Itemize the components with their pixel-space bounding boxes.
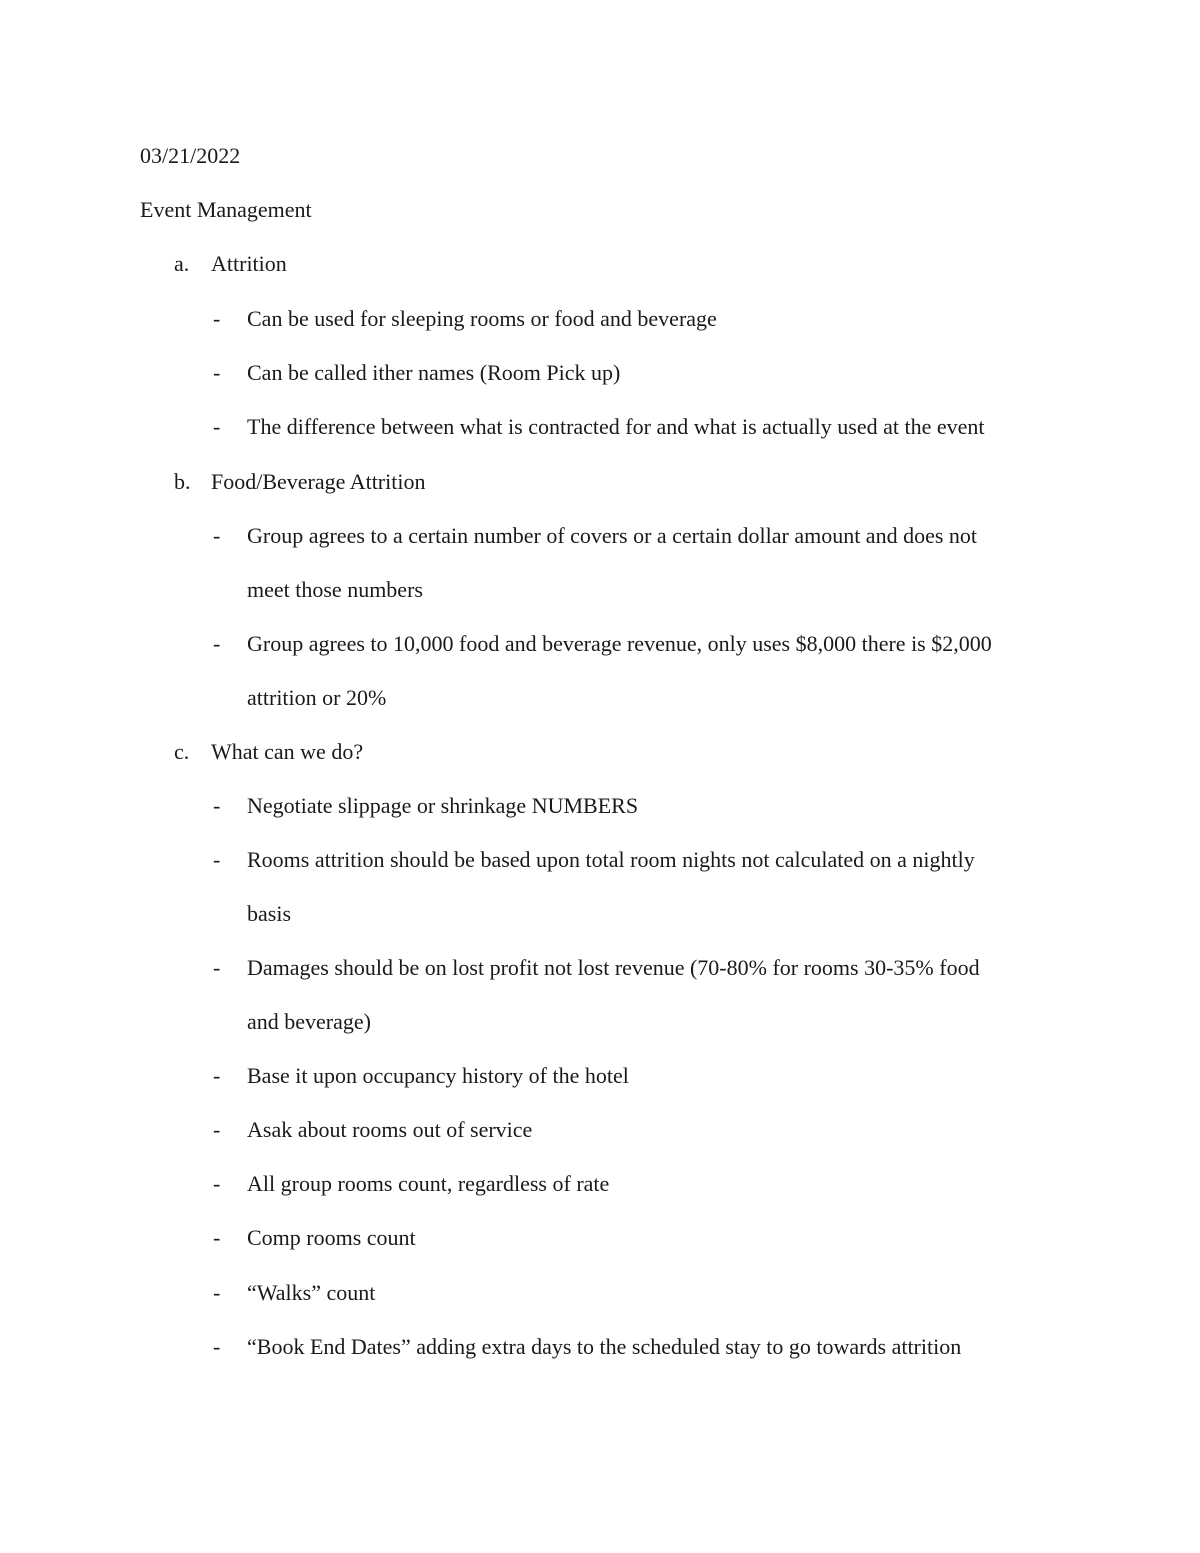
bullet-dash: - (213, 1063, 221, 1088)
list-item-continuation: attrition or 20% (247, 685, 387, 710)
bullet-dash: - (213, 793, 221, 818)
list-item: The difference between what is contracted for and what is actually used at the event (247, 414, 985, 439)
list-item: Base it upon occupancy history of the hotel (247, 1063, 629, 1088)
list-item: Can be called ither names (Room Pick up) (247, 360, 621, 385)
document-date: 03/21/2022 (140, 143, 241, 168)
bullet-dash: - (213, 1117, 221, 1142)
bullet-dash: - (213, 955, 221, 980)
bullet-dash: - (213, 306, 221, 331)
bullet-dash: - (213, 1171, 221, 1196)
section-title: Food/Beverage Attrition (211, 469, 426, 494)
list-item: Group agrees to 10,000 food and beverage revenue, only uses $8,000 there is $2,000 (247, 631, 992, 656)
bullet-dash: - (213, 523, 221, 548)
bullet-dash: - (213, 360, 221, 385)
bullet-dash: - (213, 847, 221, 872)
list-item: Negotiate slippage or shrinkage NUMBERS (247, 793, 639, 818)
list-item-continuation: meet those numbers (247, 577, 423, 602)
list-item-continuation: basis (247, 901, 291, 926)
bullet-dash: - (213, 1334, 221, 1359)
list-item: Damages should be on lost profit not lost revenue (70-80% for rooms 30-35% food (247, 955, 980, 980)
bullet-dash: - (213, 414, 221, 439)
section-title: What can we do? (211, 739, 364, 764)
list-item: “Walks” count (247, 1280, 376, 1305)
list-item: Rooms attrition should be based upon total room nights not calculated on a nightly (247, 847, 975, 872)
document-title: Event Management (140, 197, 312, 222)
list-item: Can be used for sleeping rooms or food and beverage (247, 306, 717, 331)
bullet-dash: - (213, 1225, 221, 1250)
list-item-continuation: and beverage) (247, 1009, 371, 1034)
section-title: Attrition (211, 251, 287, 276)
list-item: Group agrees to a certain number of covers or a certain dollar amount and does not (247, 523, 978, 548)
bullet-dash: - (213, 631, 221, 656)
section-marker: a. (174, 251, 190, 276)
bullet-dash: - (213, 1280, 221, 1305)
list-item: Asak about rooms out of service (247, 1117, 533, 1142)
section-marker: c. (174, 739, 190, 764)
list-item: All group rooms count, regardless of rate (247, 1171, 610, 1196)
list-item: Comp rooms count (247, 1225, 416, 1250)
list-item: “Book End Dates” adding extra days to the scheduled stay to go towards attrition (247, 1334, 962, 1359)
section-marker: b. (174, 469, 191, 494)
